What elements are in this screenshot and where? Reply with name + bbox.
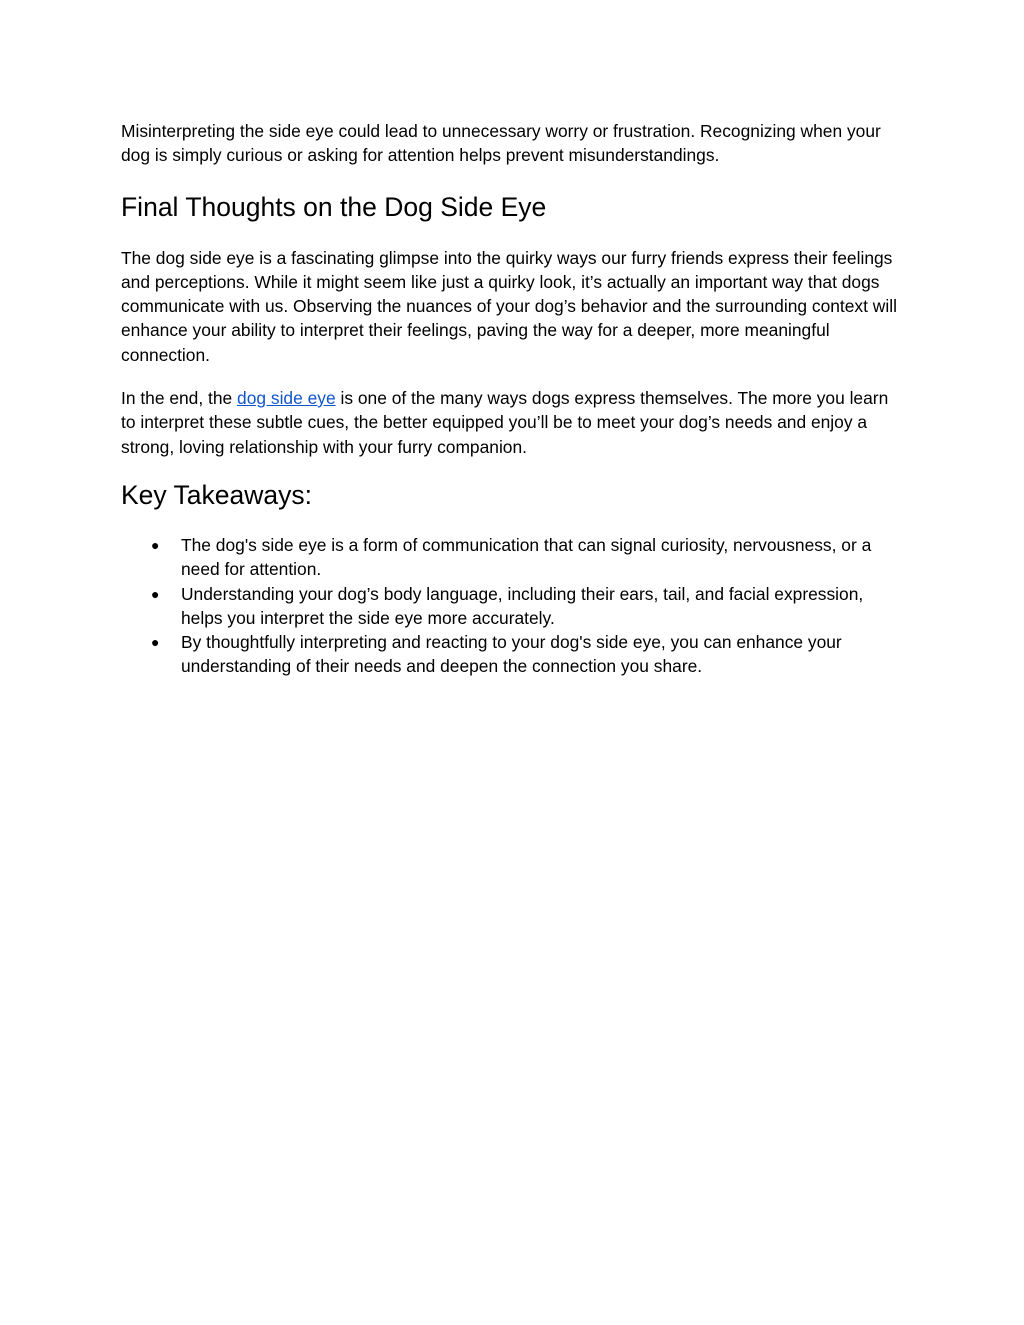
final-thoughts-heading: Final Thoughts on the Dog Side Eye	[121, 191, 547, 222]
takeaway-text: Understanding your dog’s body language, including their ears, tail, and facial expression, helps you interpret the side eye more accurately.	[181, 583, 864, 628]
dog-side-eye-link[interactable]: dog side eye	[237, 388, 336, 409]
final-thoughts-paragraph: The dog side eye is a fascinating glimpse into the quirky ways our furry friends express their feelings and perceptions. While it might seem like just a quirky look, it’s actually an important way that dogs communicate with us. Observing the nuances of your dog’s behavior and the surrounding context will enhance your ability to interpret their feelings, paving the way for a deeper, more meaningful connection.	[121, 247, 897, 365]
document-body	[121, 119, 907, 679]
closing-paragraph	[121, 386, 907, 459]
intro-paragraph: Misinterpreting the side eye could lead to unnecessary worry or frustration. Recognizing when your dog is simply curious or asking for attention helps prevent misunderstandings.	[121, 121, 881, 166]
key-takeaways-heading: Key Takeaways:	[121, 479, 312, 510]
takeaway-text: By thoughtfully interpreting and reacting to your dog's side eye, you can enhance your understanding of their needs and deepen the connection you share.	[181, 632, 842, 677]
list-item	[121, 533, 907, 582]
takeaway-text: The dog's side eye is a form of communication that can signal curiosity, nervousness, or a need for attention.	[181, 534, 872, 580]
bullet-icon: ●	[151, 634, 160, 651]
list-item	[121, 630, 907, 679]
takeaways-list	[121, 533, 907, 679]
closing-text-end: is one of the many ways dogs express themselves. The more you learn to interpret these subtle cues, the better equipped you’ll be to meet your dog’s needs and enjoy a strong, loving relationship with your furry companion.	[121, 388, 889, 457]
bullet-icon: ●	[151, 536, 160, 553]
list-item	[121, 582, 907, 631]
bullet-icon: ●	[151, 585, 160, 602]
closing-text-start: In the end, the	[121, 388, 238, 409]
